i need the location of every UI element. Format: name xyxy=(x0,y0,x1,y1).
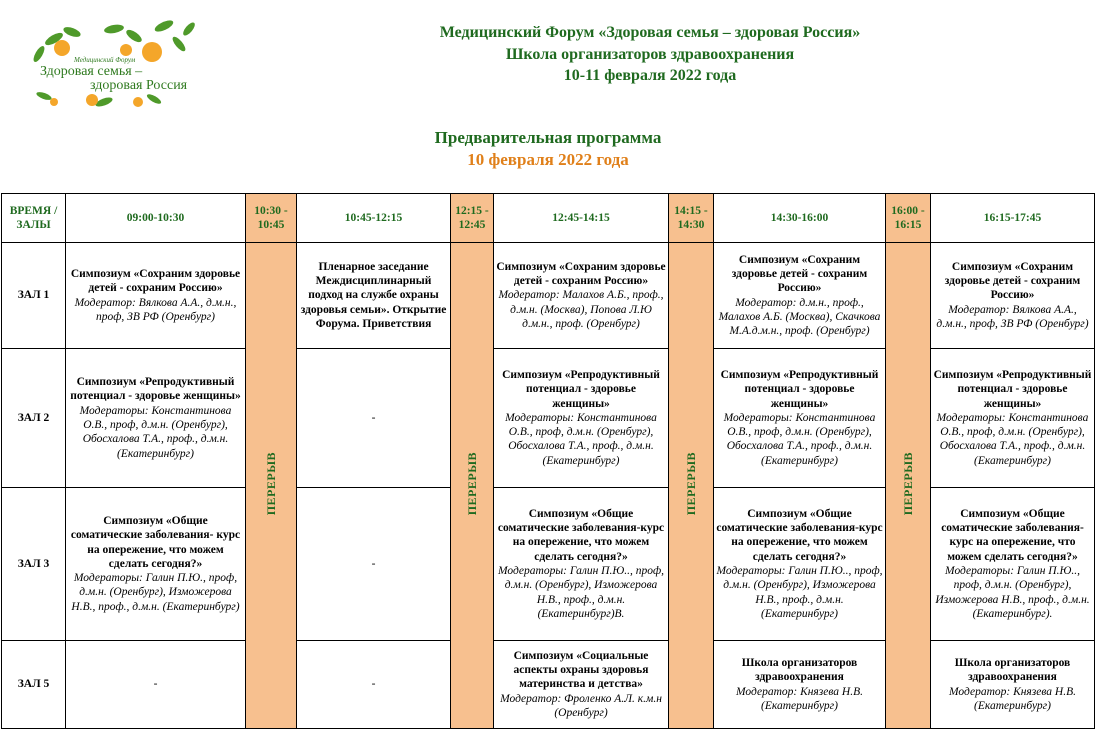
session-cell xyxy=(931,488,1095,641)
break-column-2 xyxy=(451,243,494,729)
session-title: Симпозиум «Сохраним здоровье детей - сохраним Россию» xyxy=(944,260,1081,302)
empty-cell: - xyxy=(297,349,451,488)
session-cell xyxy=(931,243,1095,349)
session-cell xyxy=(494,243,669,349)
break-label: ПЕРЕРЫВ xyxy=(900,451,915,515)
table-row xyxy=(2,488,1095,641)
session-title: Симпозиум «Социальные аспекты охраны здоровья материнства и детства» xyxy=(513,649,649,691)
plenary-title: Пленарное заседание Междисциплинарный подход на службе охраны здоровья семьи». Открытие Форума. Приветствия xyxy=(300,260,447,330)
table-row xyxy=(2,243,1095,349)
corner-cell: ВРЕМЯ /ЗАЛЫ xyxy=(2,194,66,243)
session-title: Школа организаторов здравоохранения xyxy=(741,656,858,684)
session-moderator: Модератор: Фроленко А.Л. к.м.н (Оренбург) xyxy=(500,692,662,719)
session-title: Симпозиум «Общие соматические заболевания-курс на опережение, что можем сделать сегодня?» xyxy=(497,507,665,563)
session-title: Симпозиум «Общие соматические заболевания-курс на опережение, что можем сделать сегодня?» xyxy=(716,507,883,563)
session-cell xyxy=(714,349,886,488)
session-cell xyxy=(66,243,246,349)
session-title: Симпозиум «Общие соматические заболевания-курс на опережение, что можем сделать сегодня?» xyxy=(941,507,1084,563)
logo-small-text: Медицинский Форум xyxy=(74,56,136,64)
break-time-2: 12:15 - 12:45 xyxy=(451,194,494,243)
session-cell xyxy=(494,349,669,488)
session-cell xyxy=(714,243,886,349)
session-cell xyxy=(66,488,246,641)
session-moderator: Модератор: Князева Н.В.(Екатеринбург) xyxy=(949,685,1076,712)
time-slot-2: 10:45-12:15 xyxy=(297,194,451,243)
hall-label: ЗАЛ 5 xyxy=(2,641,66,729)
session-title: Симпозиум «Сохраним здоровье детей - сохраним Россию» xyxy=(731,253,868,295)
time-slot-3: 12:45-14:15 xyxy=(494,194,669,243)
time-slot-1: 09:00-10:30 xyxy=(66,194,246,243)
session-moderator: Модераторы: Галин П.Ю.., проф, д.м.н. (Оренбург), Изможерова Н.В., проф., д.м.н. (Екатеринбург)В. xyxy=(497,565,665,620)
forum-logo xyxy=(14,14,200,114)
session-title: Симпозиум «Репродуктивный потенциал - здоровье женщины» xyxy=(933,368,1092,410)
session-cell xyxy=(494,488,669,641)
break-time-3: 14:15 - 14:30 xyxy=(669,194,714,243)
session-moderator: Модераторы: Константинова О.В., проф, д.м.н. (Оренбург), Обосхалова Т.А., проф., д.м.н. (Екатеринбург) xyxy=(723,411,876,467)
break-label: ПЕРЕРЫВ xyxy=(683,451,698,515)
session-cell xyxy=(714,641,886,729)
program-title xyxy=(300,127,796,148)
table-row xyxy=(2,641,1095,729)
session-title: Школа организаторов здравоохранения xyxy=(954,656,1071,684)
hall-label: ЗАЛ 1 xyxy=(2,243,66,349)
session-moderator: Модераторы: Галин П.Ю.., проф, д.м.н. (Оренбург), Изможерова Н.В., проф., д.м.н. (Екатеринбург). xyxy=(935,565,1090,620)
session-title: Симпозиум «Сохраним здоровье детей - сохраним Россию» xyxy=(496,260,666,288)
break-time-4: 16:00 - 16:15 xyxy=(886,194,931,243)
session-cell xyxy=(714,488,886,641)
session-cell xyxy=(494,641,669,729)
session-cell xyxy=(931,349,1095,488)
session-title: Симпозиум «Репродуктивный потенциал - здоровье женщины» xyxy=(720,368,879,410)
program-date: 10 февраля 2022 года xyxy=(467,150,629,169)
empty-cell: - xyxy=(297,641,451,729)
break-column-4 xyxy=(886,243,931,729)
session-cell xyxy=(931,641,1095,729)
session-moderator: Модераторы: Константинова О.В., проф, д.м.н. (Оренбург), Обосхалова Т.А., проф., д.м.н. (Екатеринбург) xyxy=(505,411,657,467)
session-moderator: Модераторы: Константинова О.В., проф, д.м.н. (Оренбург), Обосхалова Т.А., проф., д.м.н. (Екатеринбург) xyxy=(79,404,232,460)
session-title: Симпозиум «Общие соматические заболевания- курс на опережение, что можем сделать сегодня?» xyxy=(70,514,241,570)
session-moderator: Модераторы: Константинова О.В., проф, д.м.н. (Оренбург), Обосхалова Т.А., проф., д.м.н. (Екатеринбург) xyxy=(936,411,1089,467)
program-heading: Предварительная программа xyxy=(434,128,662,147)
schedule-table xyxy=(1,193,1095,729)
session-moderator: Модераторы: Галин П.Ю.., проф, д.м.н. (Оренбург), Изможерова Н.В., проф., д.м.н. (Екатеринбург) xyxy=(716,565,883,620)
break-column-3 xyxy=(669,243,714,729)
hall-label: ЗАЛ 2 xyxy=(2,349,66,488)
logo-line1: Здоровая семья – xyxy=(40,64,143,79)
program-date-row xyxy=(300,149,796,170)
time-slot-5: 16:15-17:45 xyxy=(931,194,1095,243)
session-moderator: Модератор: Вялкова А.А., д.м.н., проф, ЗВ РФ (Оренбург) xyxy=(936,303,1089,330)
header-row xyxy=(2,194,1095,243)
session-moderator: Модератор: Князева Н.В.(Екатеринбург) xyxy=(736,685,863,712)
forum-dates: 10-11 февраля 2022 года xyxy=(563,67,737,84)
empty-cell: - xyxy=(66,641,246,729)
table-row xyxy=(2,349,1095,488)
session-title: Симпозиум «Сохраним здоровье детей - сохраним Россию» xyxy=(70,267,241,295)
session-title: Симпозиум «Репродуктивный потенциал - здоровье женщины» xyxy=(70,376,241,403)
logo-line2: здоровая Россия xyxy=(90,78,188,93)
forum-title: Медицинский Форум «Здоровая семья – здоровая Россия» xyxy=(439,24,861,41)
session-moderator: Модератор: Вялкова А.А., д.м.н., проф, ЗВ РФ (Оренбург) xyxy=(74,296,237,323)
session-title: Симпозиум «Репродуктивный потенциал - здоровье женщины» xyxy=(502,368,660,410)
break-label: ПЕРЕРЫВ xyxy=(464,451,479,515)
session-moderator: Модератор: Малахов А.Б., проф., д.м.н. (Москва), Попова Л.Ю д.м.н., проф. (Оренбург) xyxy=(498,289,664,330)
session-moderator: Модератор: д.м.н., проф., Малахов А.Б. (Москва), Скачкова М.А.д.м.н., проф. (Оренбург) xyxy=(718,296,881,338)
school-title: Школа организаторов здравоохранения xyxy=(505,46,795,63)
break-time-1: 10:30 - 10:45 xyxy=(246,194,297,243)
session-cell xyxy=(66,349,246,488)
empty-cell: - xyxy=(297,488,451,641)
session-moderator: Модераторы: Галин П.Ю., проф, д.м.н. (Оренбург), Изможерова Н.В., проф., д.м.н. (Екатеринбург) xyxy=(71,572,240,613)
hall-label: ЗАЛ 3 xyxy=(2,488,66,641)
time-slot-4: 14:30-16:00 xyxy=(714,194,886,243)
break-column-1 xyxy=(246,243,297,729)
session-cell xyxy=(297,243,451,349)
break-label: ПЕРЕРЫВ xyxy=(263,451,278,515)
